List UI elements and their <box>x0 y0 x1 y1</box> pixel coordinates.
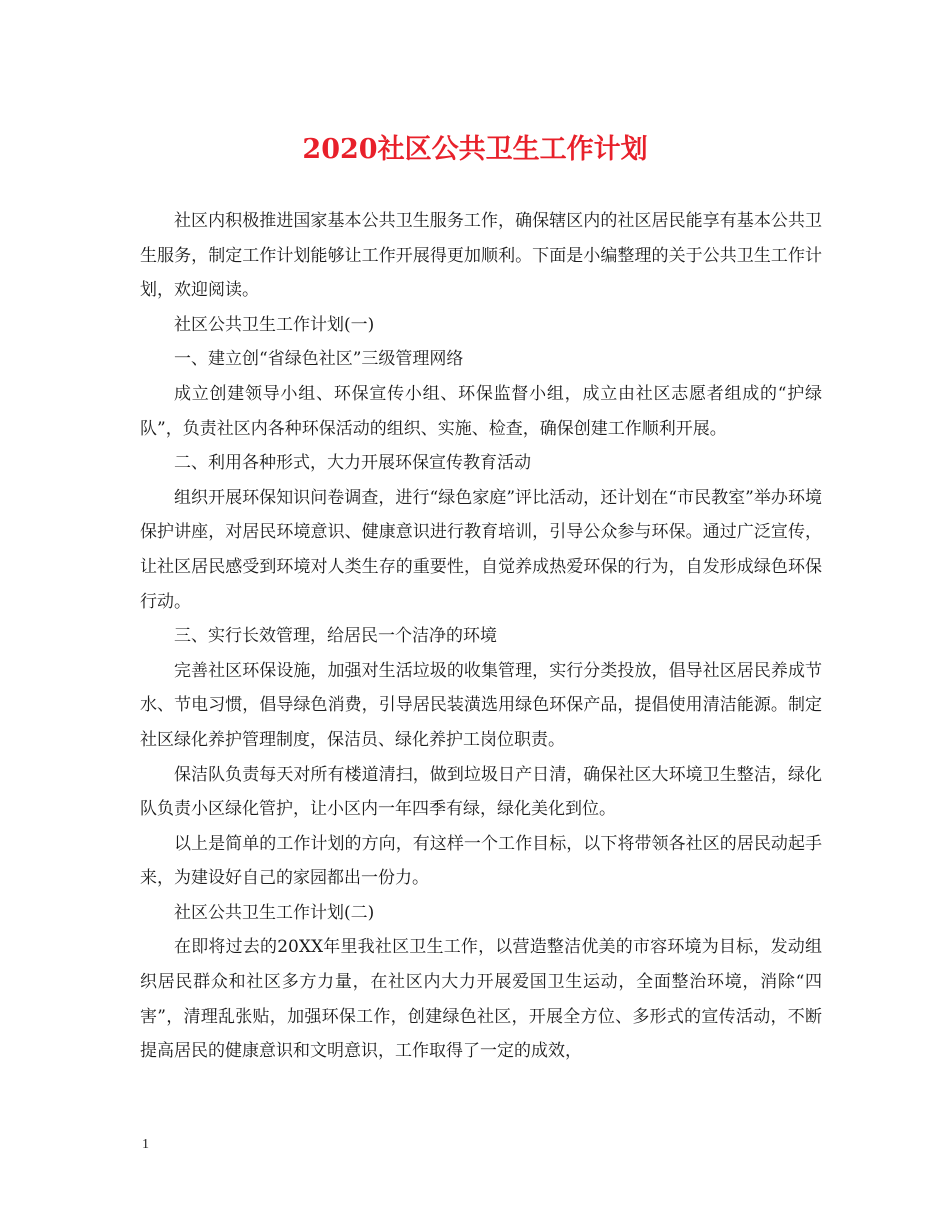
body-paragraph: 组织开展环保知识问卷调查，进行“绿色家庭”评比活动，还计划在“市民教室”举办环境保护讲座，对居民环境意识、健康意识进行教育培训，引导公众参与环保。通过广泛宣传，让社区居民感受到环境对人类生存的重要性，自觉养成热爱环保的行为，自发形成绿色环保行动。 <box>140 487 822 612</box>
body-paragraph: 以上是简单的工作计划的方向，有这样一个工作目标，以下将带领各社区的居民动起手来，为建设好自己的家园都出一份力。 <box>140 833 822 889</box>
page-number: 1 <box>142 1137 149 1152</box>
document-title: 2020社区公共卫生工作计划 <box>302 134 648 165</box>
section-heading-plan-one: 社区公共卫生工作计划(一) <box>174 314 375 335</box>
body-paragraph: 完善社区环保设施，加强对生活垃圾的收集管理，实行分类投放，倡导社区居民养成节水、节电习惯，倡导绿色消费，引导居民装潢选用绿色环保产品，提倡使用清洁能源。制定社区绿化养护管理制度，保洁员、绿化养护工岗位职责。 <box>140 660 822 750</box>
document-body <box>140 204 822 1069</box>
section-heading-plan-two: 社区公共卫生工作计划(二) <box>174 902 375 923</box>
item-heading-two: 二、利用各种形式，大力开展环保宣传教育活动 <box>174 453 531 474</box>
body-paragraph: 成立创建领导小组、环保宣传小组、环保监督小组，成立由社区志愿者组成的“护绿队”，负责社区内各种环保活动的组织、实施、检查，确保创建工作顺利开展。 <box>140 383 822 439</box>
intro-paragraph: 社区内积极推进国家基本公共卫生服务工作，确保辖区内的社区居民能享有基本公共卫生服务，制定工作计划能够让工作开展得更加顺利。下面是小编整理的关于公共卫生工作计划，欢迎阅读。 <box>140 211 822 301</box>
item-heading-one: 一、建立创“省绿色社区”三级管理网络 <box>174 349 464 370</box>
item-heading-three: 三、实行长效管理，给居民一个洁净的环境 <box>174 626 497 647</box>
body-paragraph: 在即将过去的20XX年里我社区卫生工作，以营造整洁优美的市容环境为目标，发动组织居民群众和社区多方力量，在社区内大力开展爱国卫生运动，全面整治环境，消除“四害”，清理乱张贴，加强环保工作，创建绿色社区，开展全方位、多形式的宣传活动，不断提高居民的健康意识和文明意识，工作取得了一定的成效， <box>140 937 822 1062</box>
body-paragraph: 保洁队负责每天对所有楼道清扫，做到垃圾日产日清，确保社区大环境卫生整洁，绿化队负责小区绿化管护，让小区内一年四季有绿，绿化美化到位。 <box>140 764 822 820</box>
